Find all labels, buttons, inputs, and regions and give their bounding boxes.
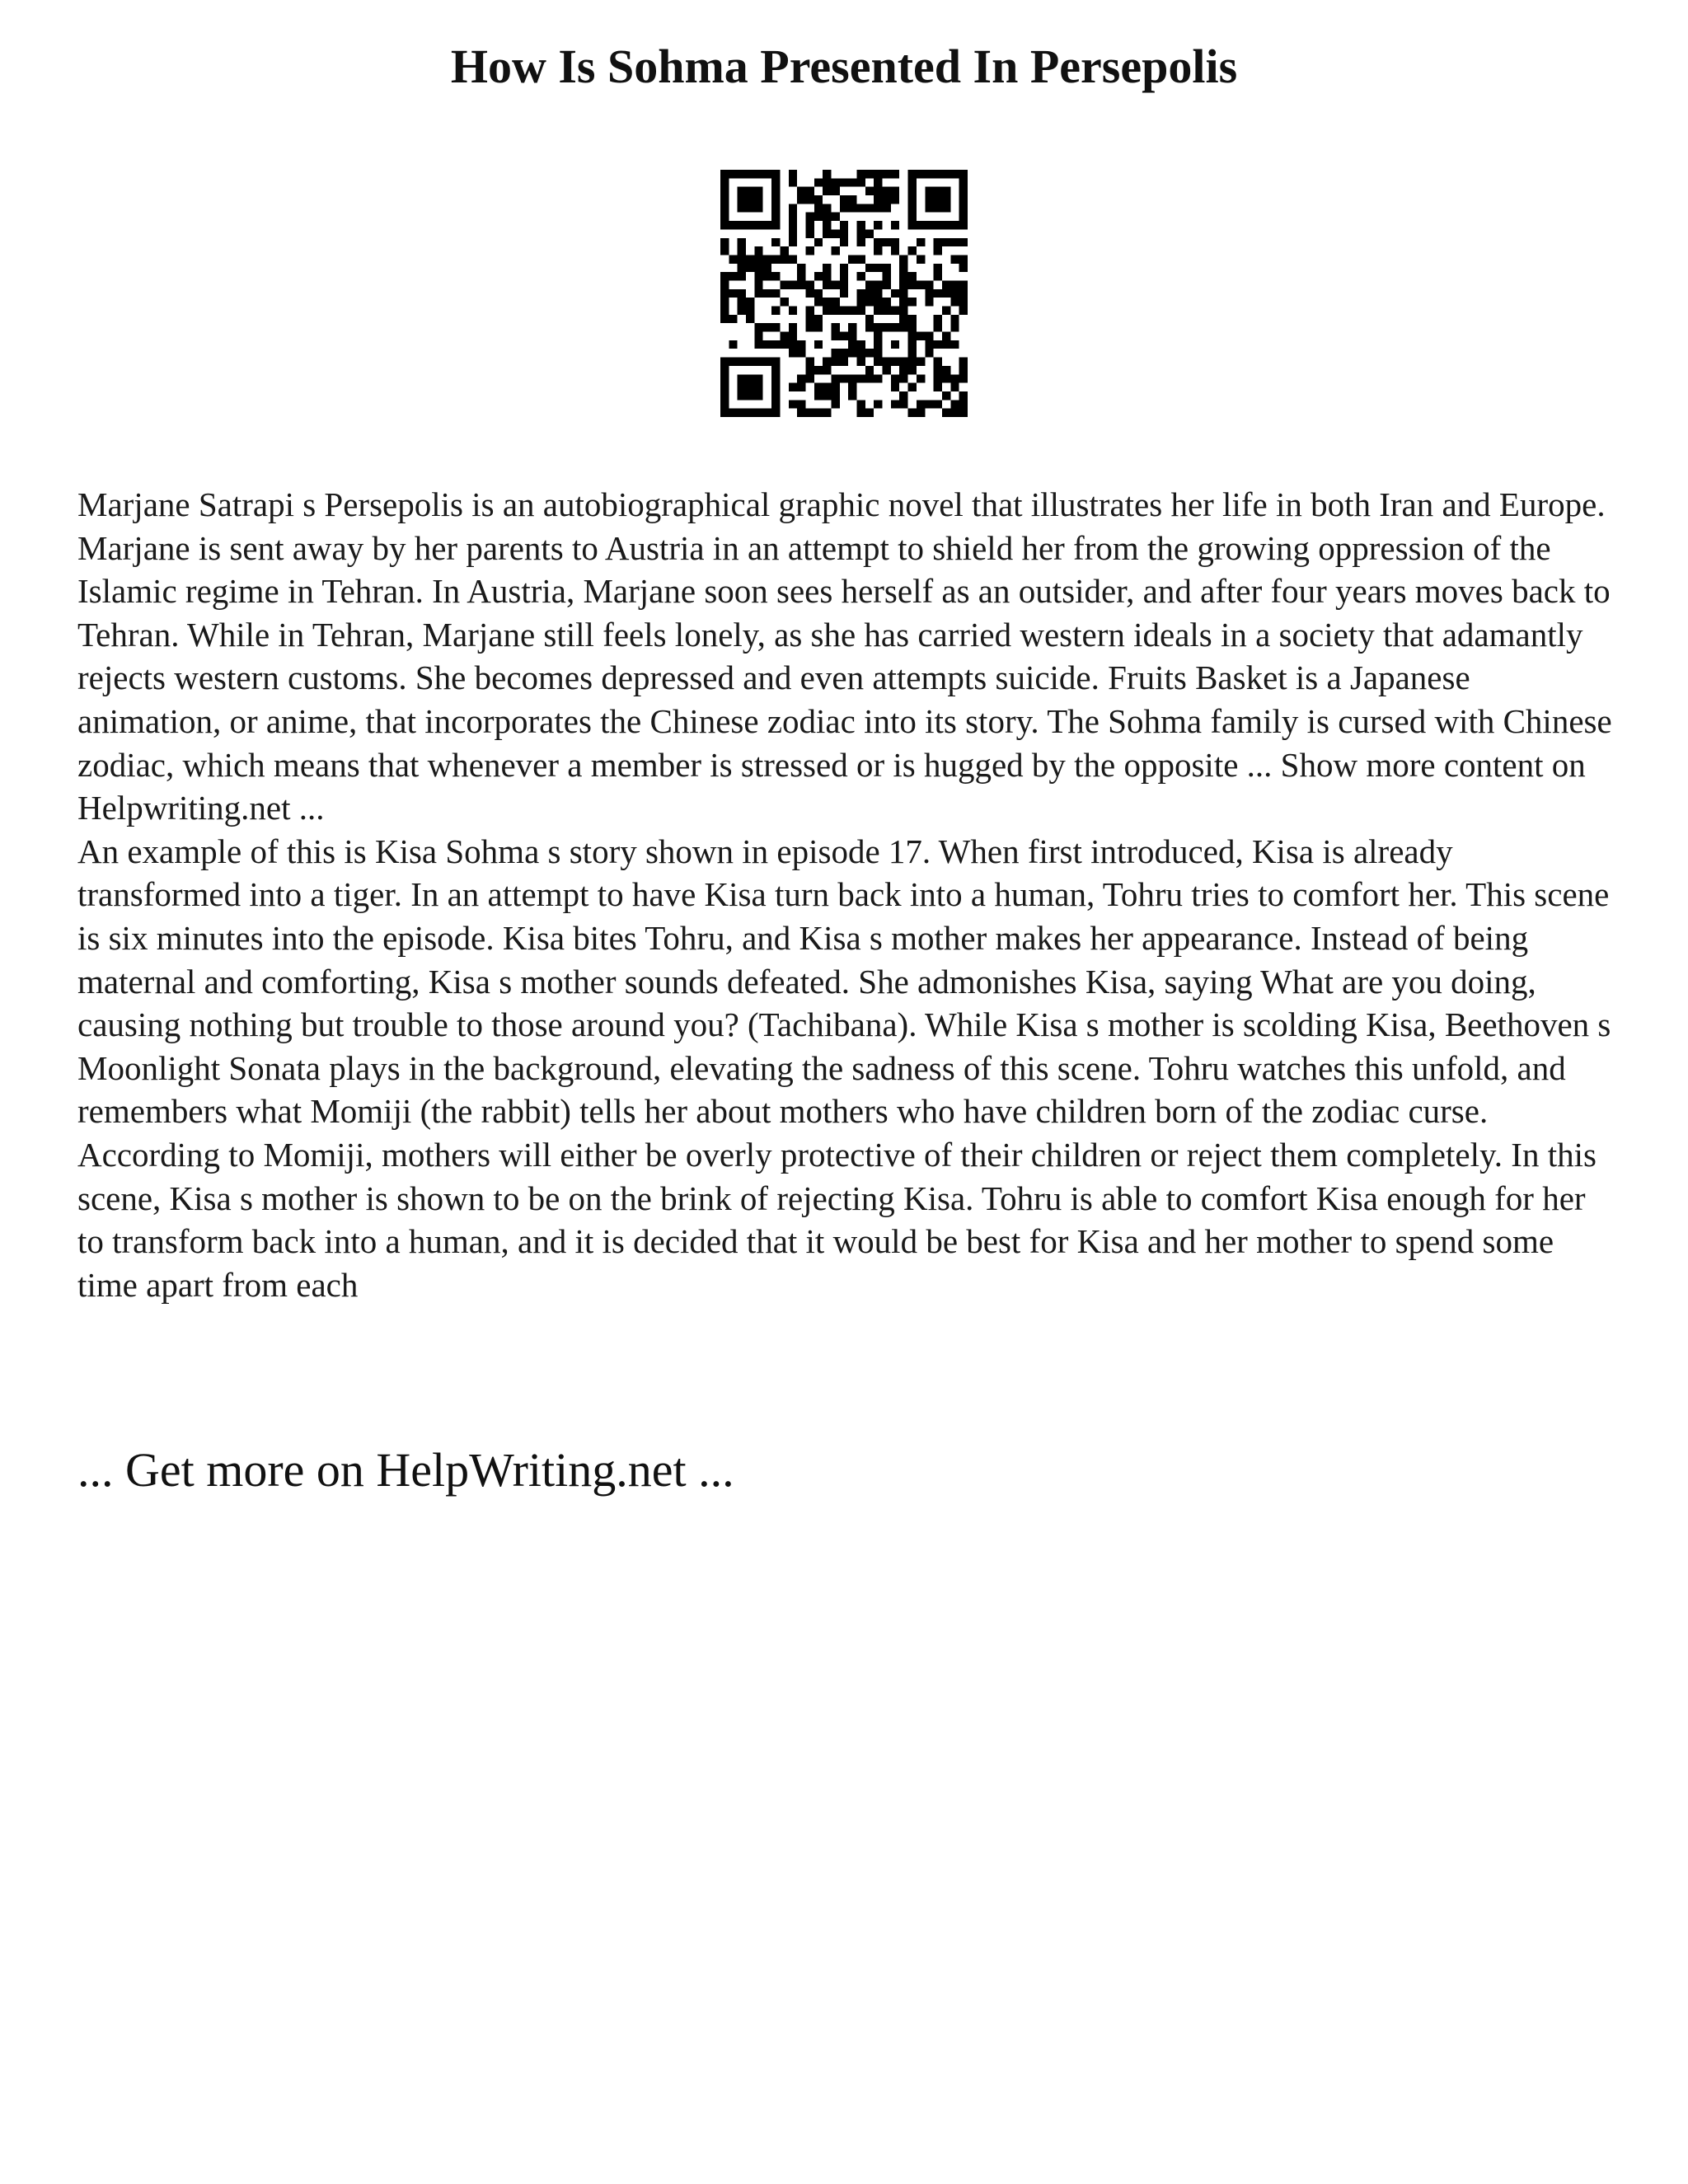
qr-code-graphic <box>720 170 968 417</box>
qr-code-icon[interactable] <box>720 170 968 417</box>
paragraph-example: An example of this is Kisa Sohma s story shown in episode 17. When first introduced, Kisa is already transformed into a tiger. In an attempt to have Kisa turn back into a human, Tohru tries to comfort her. This scene is six minutes into the episode. Kisa bites Tohru, and Kisa s mother makes her appearance. Instead of being maternal and comforting, Kisa s mother sounds defeated. She admonishes Kisa, saying What are you doing, causing nothing but trouble to those around you? (Tachibana). While Kisa s mother is scolding Kisa, Beethoven s Moonlight Sonata plays in the background, elevating the sadness of this scene. Tohru watches this unfold, and remembers what Momiji (the rabbit) tells her about mothers who have children born of the zodiac curse. According to Momiji, mothers will either be overly protective of their children or reject them completely. In this scene, Kisa s mother is shown to be on the brink of rejecting Kisa. Tohru is able to comfort Kisa enough for her to transform back into a human, and it is decided that it would be best for Kisa and her mother to spend some time apart from each <box>77 832 1611 1304</box>
paragraph-intro: Marjane Satrapi s Persepolis is an autobiographical graphic novel that illustrates her life in both Iran and Europe. Marjane is sent away by her parents to Austria in an attempt to shield her from the growing oppression of the Islamic regime in Tehran. In Austria, Marjane soon sees herself as an outsider, and after four years moves back to Tehran. While in Tehran, Marjane still feels lonely, as she has carried western ideals in a society that adamantly rejects western customs. She becomes depressed and even attempts suicide. Fruits Basket is a Japanese animation, or anime, that incorporates the Chinese zodiac into its story. The Sohma family is cursed with Chinese zodiac, which means that whenever a member is stressed or is hugged by the opposite ... Show more content on Helpwriting.net ... <box>77 485 1612 827</box>
get-more-link[interactable]: ... Get more on HelpWriting.net ... <box>77 1443 734 1497</box>
document-body <box>77 483 1619 1306</box>
document-title: How Is Sohma Presented In Persepolis <box>450 40 1238 93</box>
